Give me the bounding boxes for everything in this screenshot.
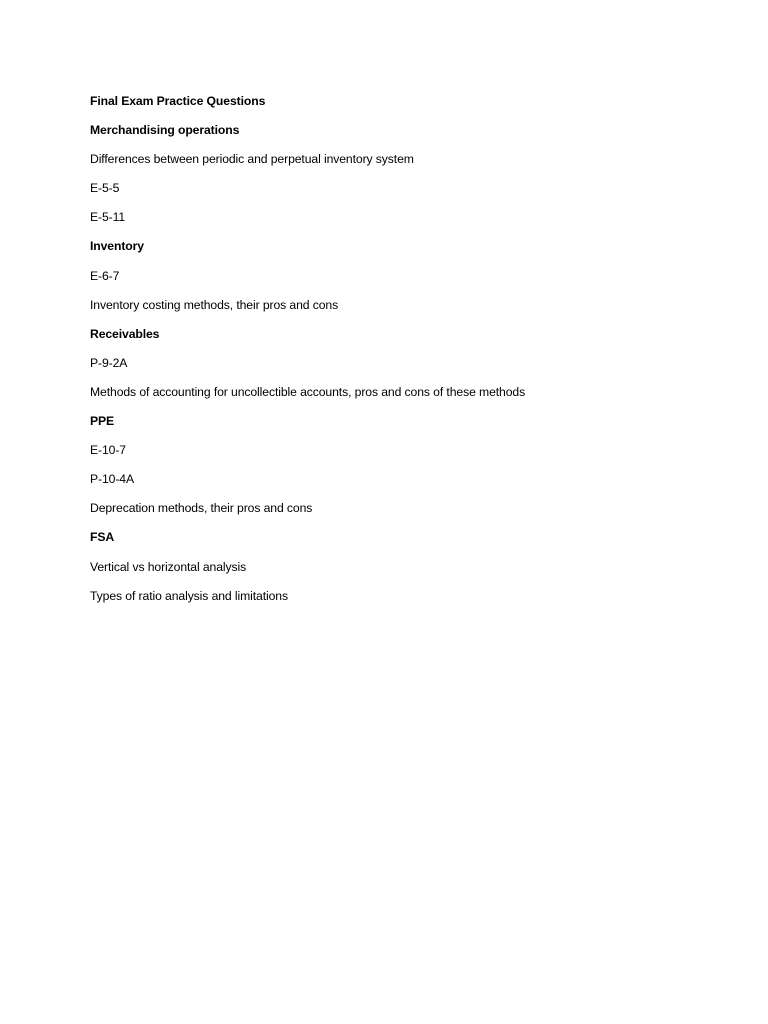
- list-item: Deprecation methods, their pros and cons: [90, 501, 313, 516]
- list-item: Inventory costing methods, their pros and cons: [90, 297, 339, 312]
- section-heading-merchandising: Merchandising operations: [90, 123, 240, 138]
- section-heading-inventory: Inventory: [90, 239, 144, 254]
- list-item: E-6-7: [90, 268, 120, 283]
- list-item: Types of ratio analysis and limitations: [90, 588, 288, 603]
- list-item: P-9-2A: [90, 355, 128, 370]
- list-item: Differences between periodic and perpetual inventory system: [90, 152, 414, 167]
- list-item: E-10-7: [90, 443, 126, 458]
- list-item: E-5-5: [90, 181, 120, 196]
- list-item: P-10-4A: [90, 472, 135, 487]
- list-item: Vertical vs horizontal analysis: [90, 559, 247, 574]
- list-item: E-5-11: [90, 210, 126, 225]
- section-heading-receivables: Receivables: [90, 326, 160, 341]
- document-title: Final Exam Practice Questions: [90, 94, 266, 108]
- section-heading-ppe: PPE: [90, 414, 115, 429]
- document-page: [90, 92, 710, 616]
- section-heading-fsa: FSA: [90, 530, 115, 545]
- list-item: Methods of accounting for uncollectible accounts, pros and cons of these methods: [90, 384, 526, 399]
